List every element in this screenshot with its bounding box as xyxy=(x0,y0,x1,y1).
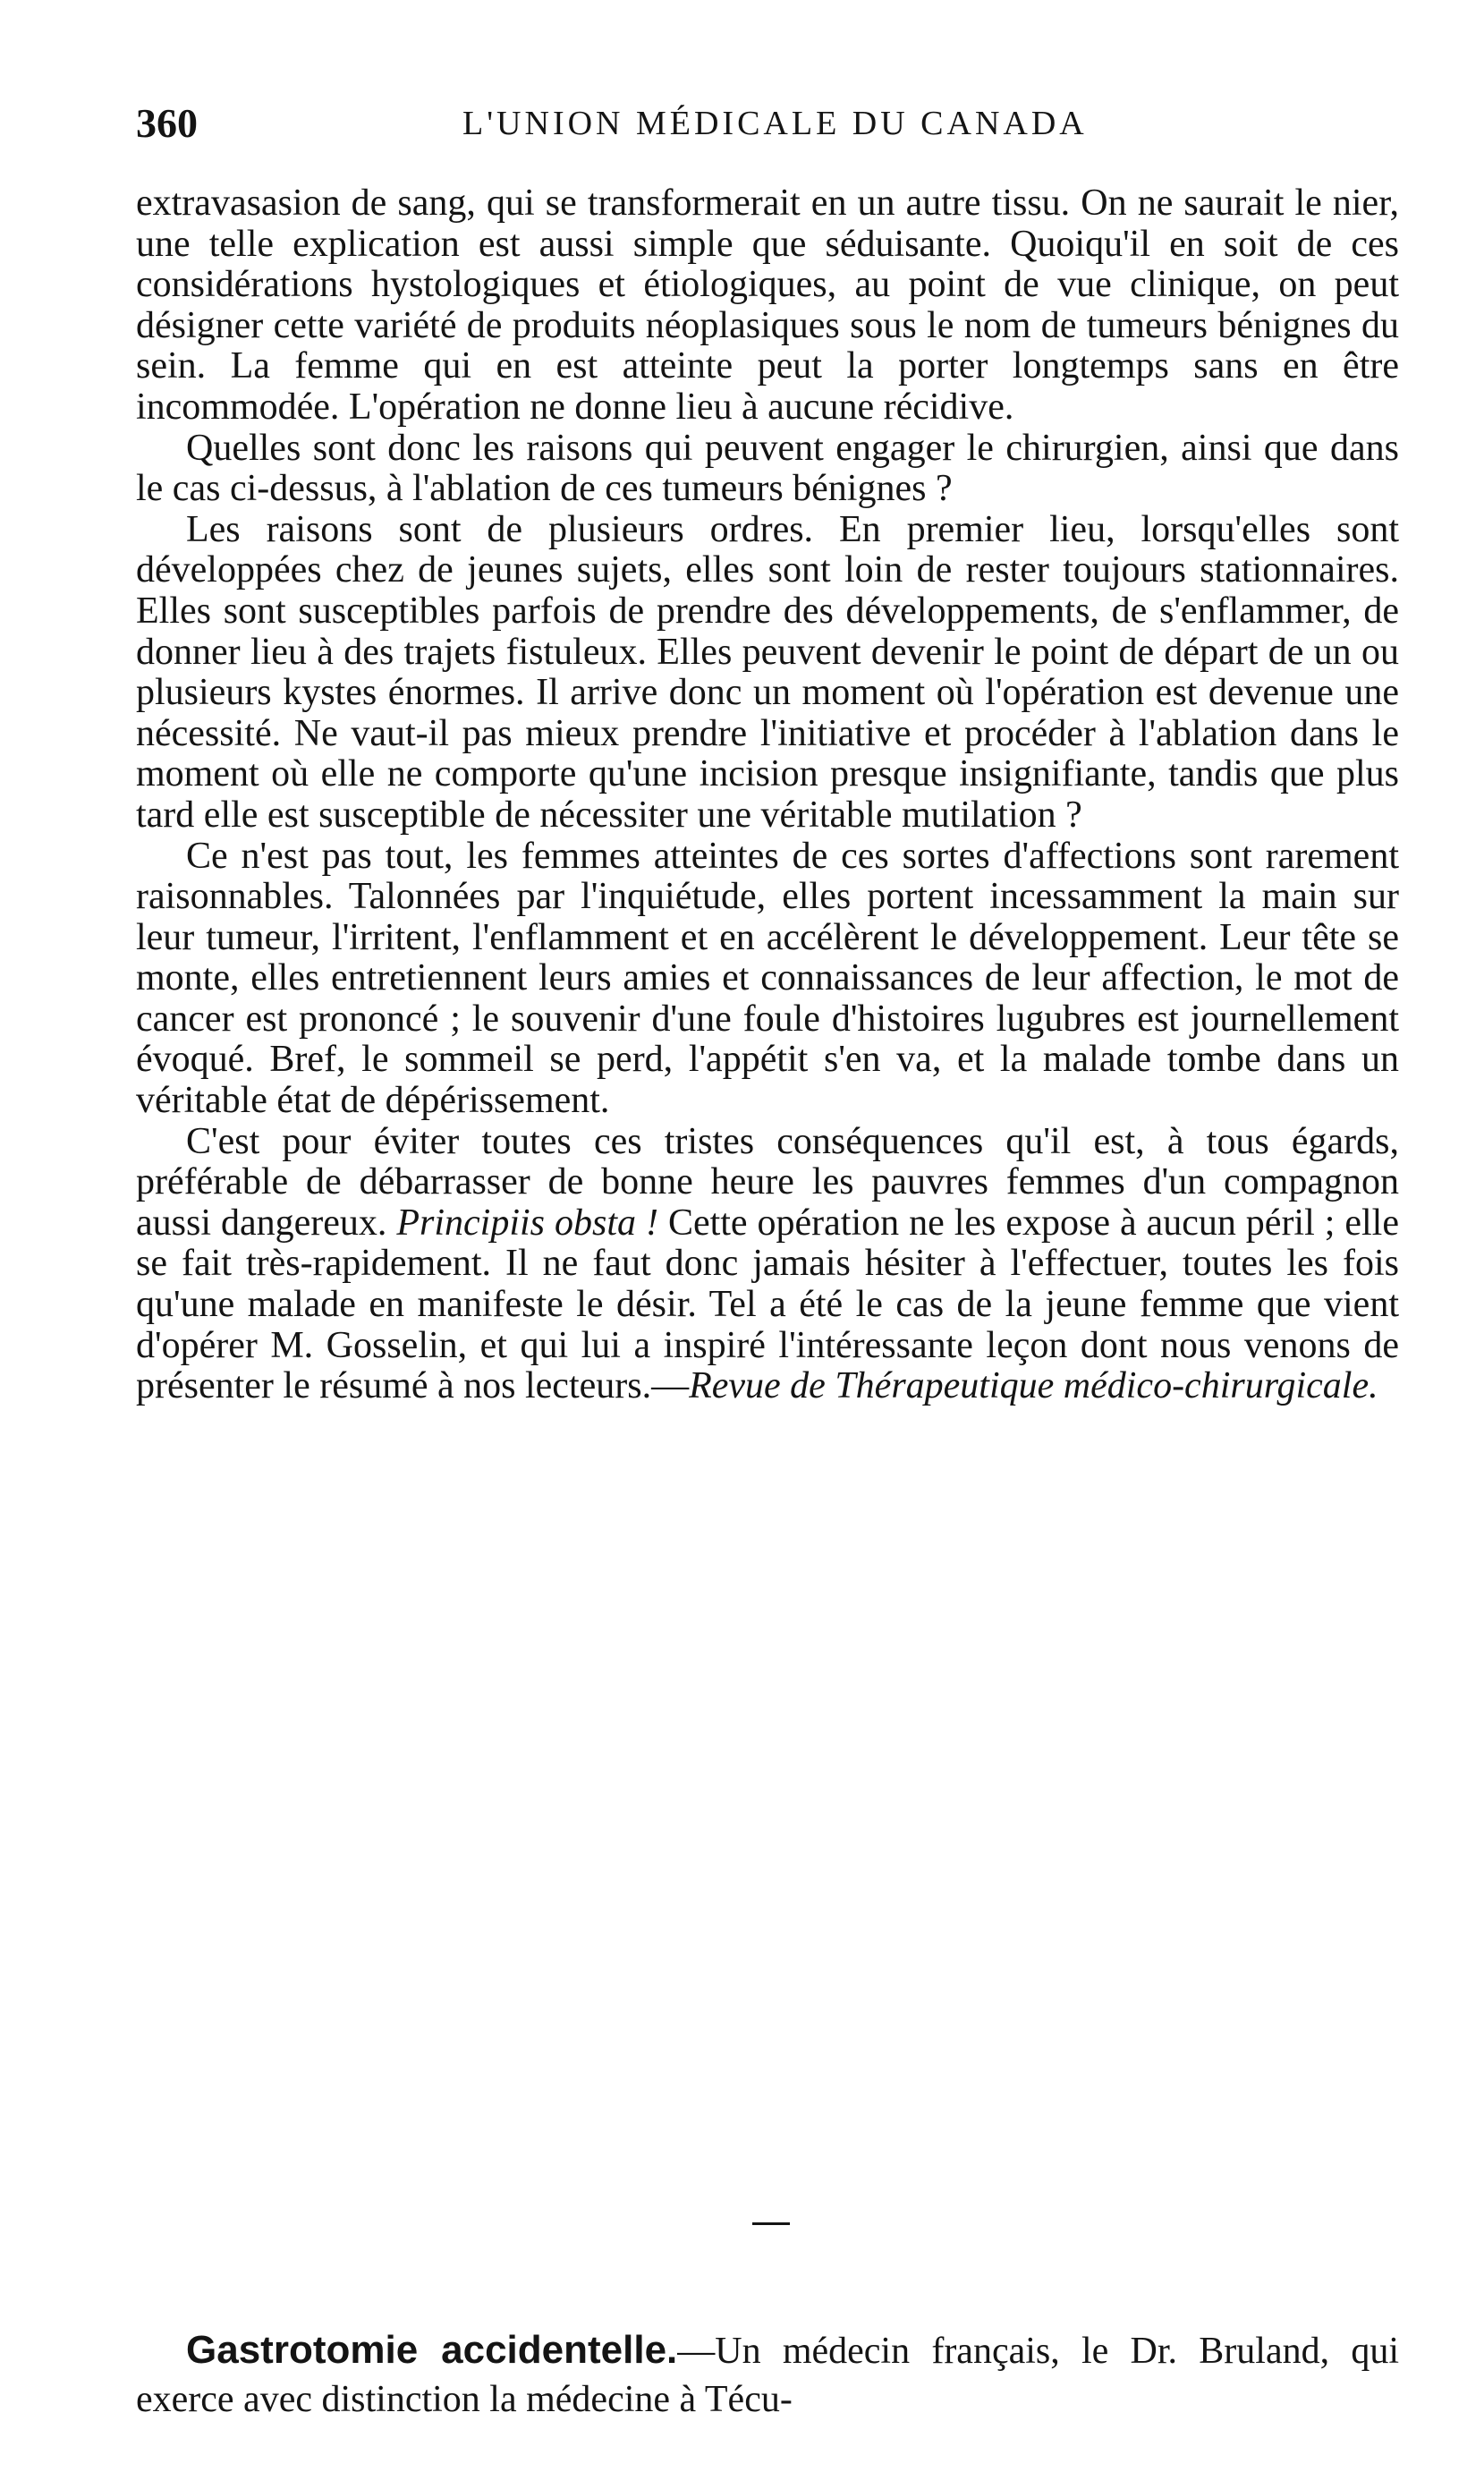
next-article-title: Gastrotomie accidentelle. xyxy=(186,2328,678,2372)
running-header xyxy=(136,97,1395,150)
paragraph-4: Ce n'est pas tout, les femmes atteintes de ces sortes d'affections sont rarement raisonnables. Talonnées par l'inquiétude, elles portent incessamment la main sur leur tumeur, l'irritent, l'enflamment et en accélèrent le développement. Leur tête se monte, elles entretiennent leurs amies et connaissances de leur affection, le mot de cancer est prononcé ; le souvenir d'une foule d'histoires lugubres est journellement évoqué. Bref, le sommeil se perd, l'appétit s'en va, et la malade tombe dans un véritable état de dépérissement. xyxy=(136,835,1399,1122)
paragraph-5 xyxy=(136,1122,1399,1407)
next-article xyxy=(136,2326,1399,2424)
latin-maxim: Principiis obsta ! xyxy=(396,1202,658,1244)
paragraph-5-text-after-italic: Cette opération ne les expose à aucun péril ; elle se fait très-rapidement. Il ne faut donc jamais hésiter à l'effectuer, toutes les fois qu'une malade en manifeste le désir. Tel a été le cas de la jeune femme que vient d'opérer M. Gosselin, et qui lui a inspiré l'intéressante leçon dont nous venons de présenter le résumé à nos lecteurs.— xyxy=(136,1202,1399,1407)
paragraph-3: Les raisons sont de plusieurs ordres. En premier lieu, lorsqu'elles sont développées chez de jeunes sujets, elles sont loin de rester toujours stationnaires. Elles sont susceptibles parfois de prendre des développements, de s'enflammer, de donner lieu à des trajets fistuleux. Elles peuvent devenir le point de départ de un ou plusieurs kystes énormes. Il arrive donc un moment où l'opération est devenue une nécessité. Ne vaut-il pas mieux prendre l'initiative et procéder à l'ablation dans le moment où elle ne comporte qu'une incision presque insignifiante, tandis que plus tard elle est susceptible de nécessiter une véritable mutilation ? xyxy=(136,508,1399,836)
running-title: L'UNION MÉDICALE DU CANADA xyxy=(462,105,1088,142)
section-separator xyxy=(752,2222,790,2225)
paragraph-2: Quelles sont donc les raisons qui peuvent engager le chirurgien, ainsi que dans le cas ci-dessus, à l'ablation de ces tumeurs bénignes ? xyxy=(136,427,1399,510)
source-citation: Revue de Thérapeutique médico-chirurgicale. xyxy=(689,1365,1378,1407)
next-article-text: —Un médecin français, le Dr. Bruland, qui exerce avec distinction la médecine à Técu- xyxy=(136,2331,1399,2420)
paragraph-1: extravasasion de sang, qui se transformerait en un autre tissu. On ne saurait le nier, une telle explication est aussi simple que séduisante. Quoiqu'il en soit de ces considérations hystologiques et étiologiques, au point de vue clinique, on peut désigner cette variété de produits néoplasiques sous le nom de tumeurs bénignes du sein. La femme qui en est atteinte peut la porter longtemps sans en être incommodée. L'opération ne donne lieu à aucune récidive. xyxy=(136,183,1399,428)
article-body xyxy=(136,183,1399,1407)
paragraph-5-text-before-italic: C'est pour éviter toutes ces tristes conséquences qu'il est, à tous égards, préférable de débarrasser de bonne heure les pauvres femmes d'un compagnon aussi dangereux. xyxy=(136,1120,1399,1244)
page-number: 360 xyxy=(136,100,198,146)
